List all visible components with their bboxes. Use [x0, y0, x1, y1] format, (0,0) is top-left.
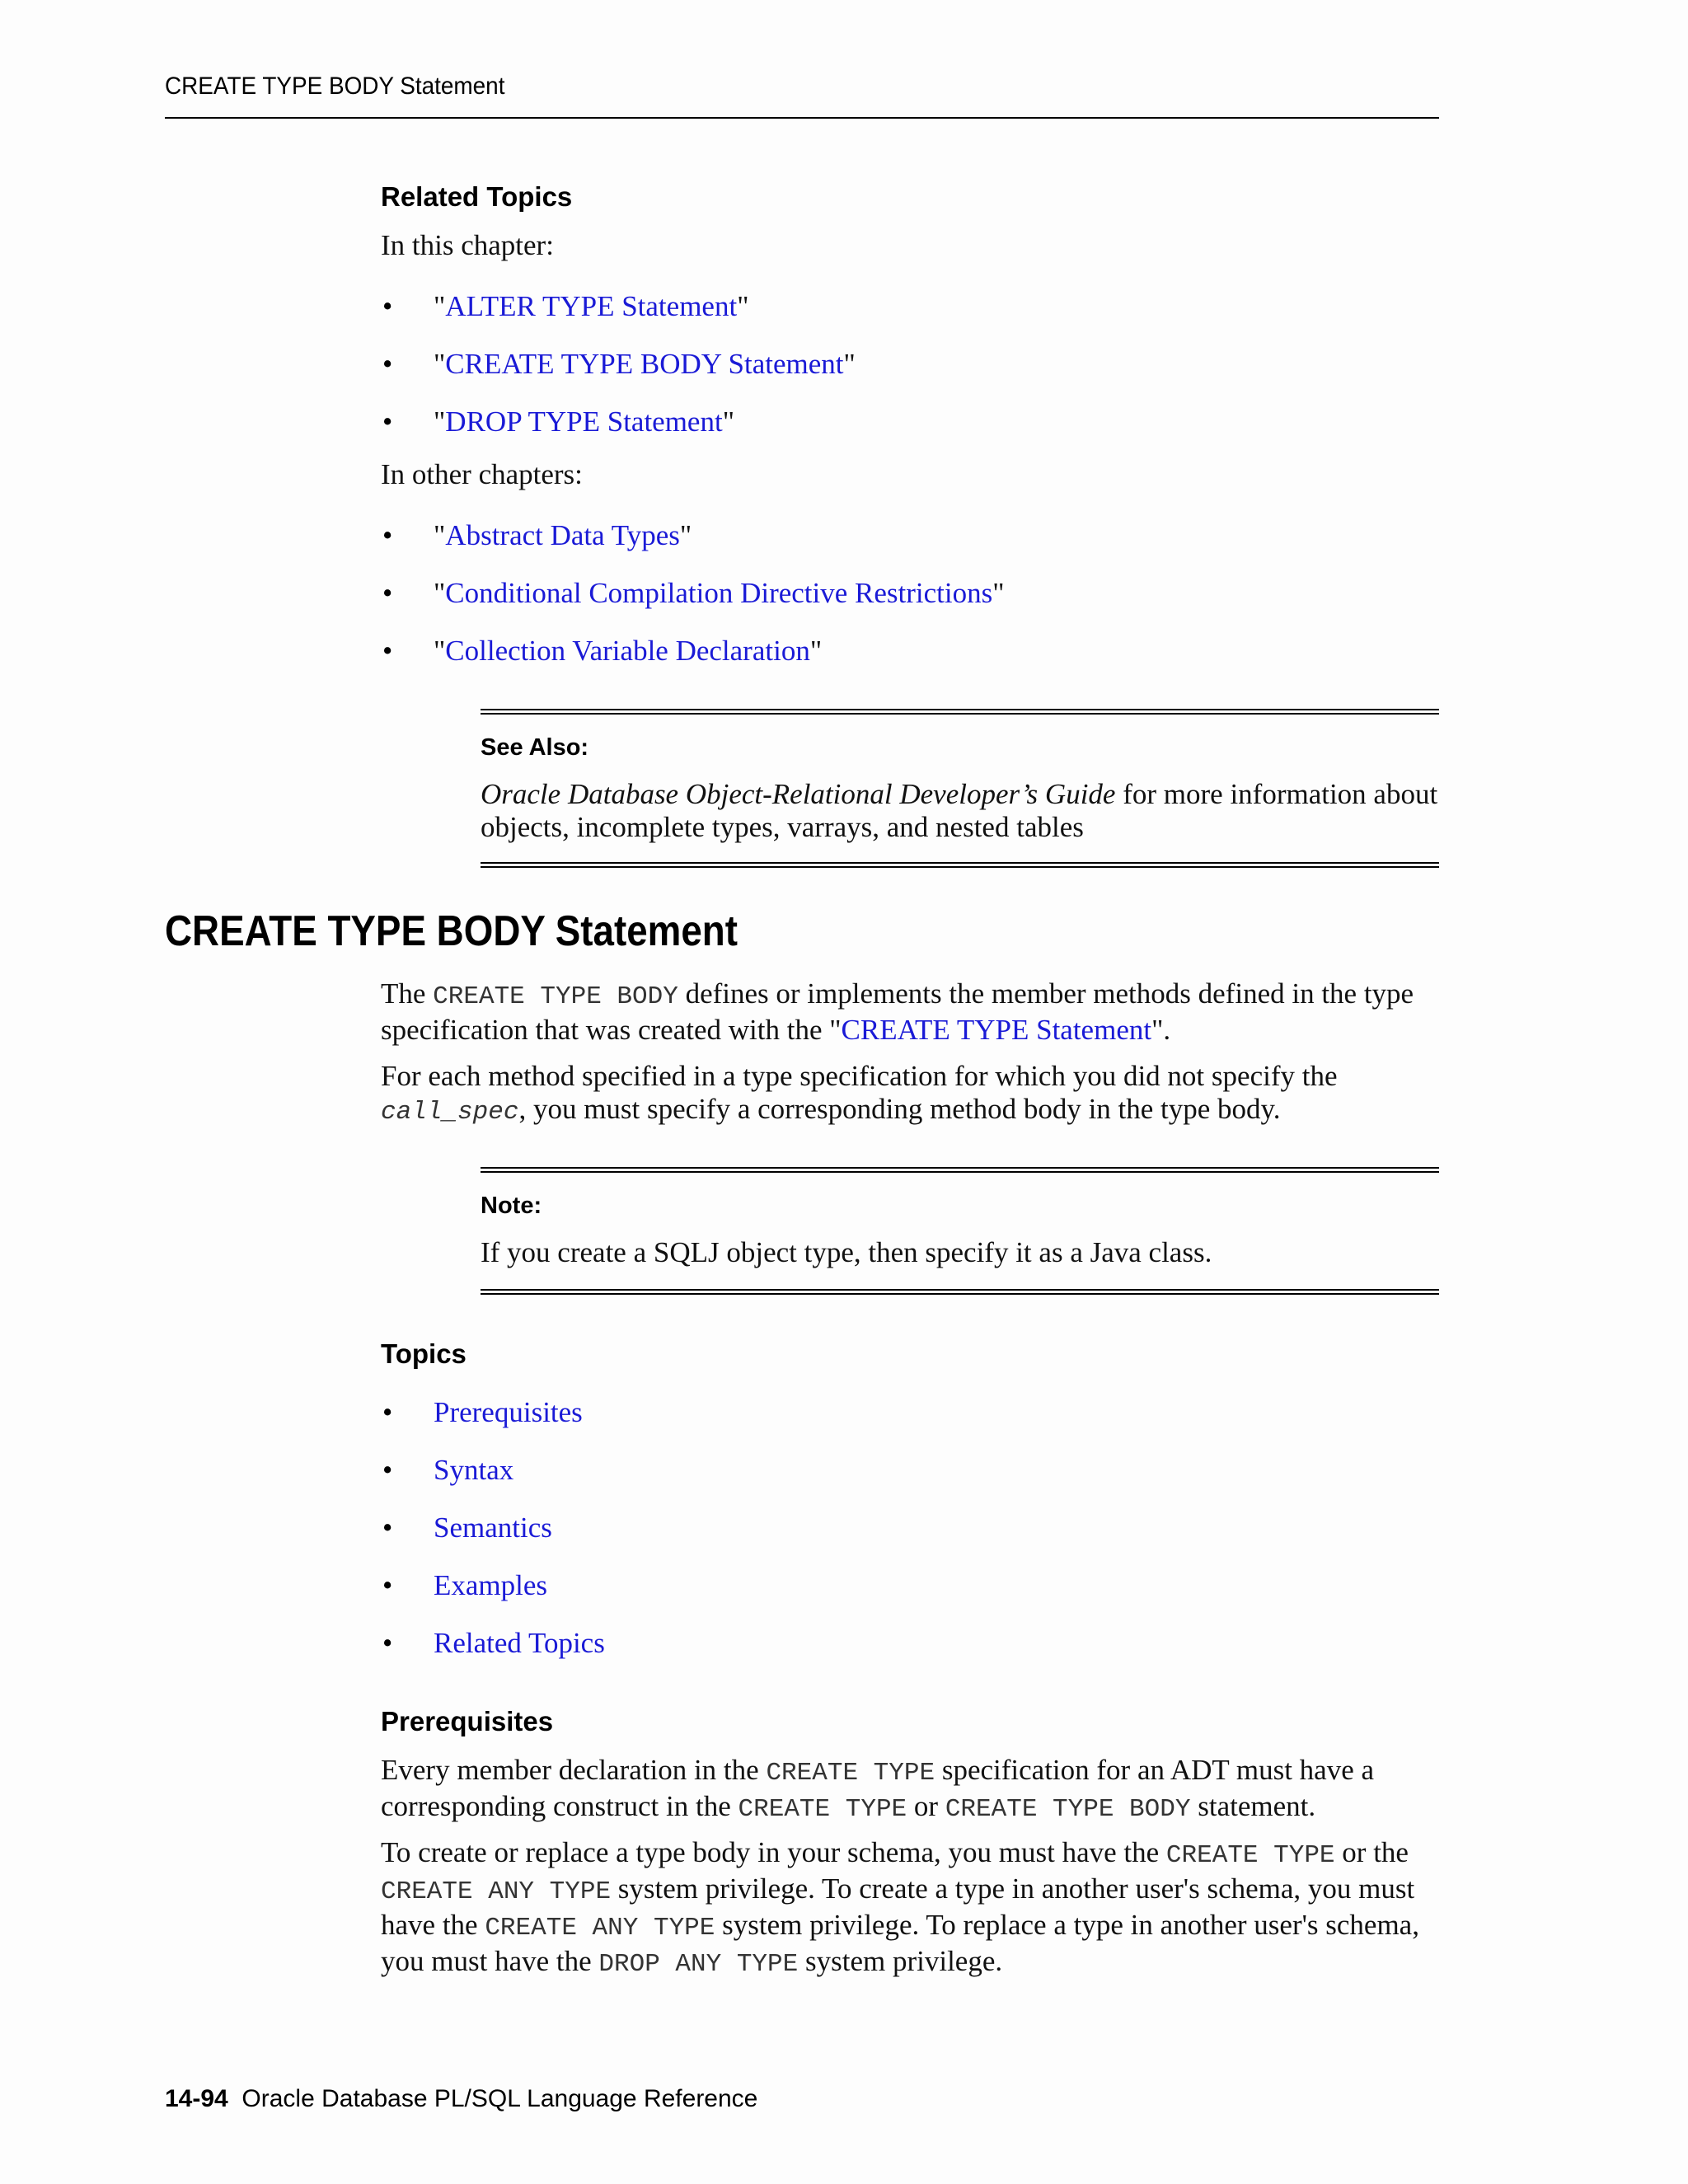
link-related-topics[interactable]: Related Topics — [434, 1627, 605, 1659]
book-title: Oracle Database PL/SQL Language Reference — [241, 2085, 758, 2112]
intro-paragraph: The CREATE TYPE BODY defines or implements the member methods defined in the type specification that was created with the "CREATE TYPE Statement". — [381, 977, 1414, 1046]
bullet-icon: • — [382, 519, 393, 551]
list-item — [381, 1627, 605, 1685]
list-item: • "Collection Variable Declaration" — [382, 635, 823, 667]
other-chapters-label: In other chapters: — [381, 458, 583, 490]
link-abstract-data-types[interactable]: Abstract Data Types — [445, 519, 680, 551]
list-item — [381, 1511, 605, 1569]
list-item — [381, 1569, 605, 1627]
list-item: • "Conditional Compilation Directive Restrictions" — [382, 577, 1005, 609]
bullet-icon: • — [382, 577, 393, 609]
list-item: • "Abstract Data Types" — [382, 519, 692, 551]
bullet-icon: • — [382, 1569, 393, 1601]
link-examples[interactable]: Examples — [434, 1569, 548, 1601]
prerequisites-paragraph-1: Every member declaration in the CREATE TYPE specification for an ADT must have a corresponding construct in the CREATE TYPE or CREATE TYPE BODY statement. — [381, 1754, 1375, 1824]
other-chapters-list — [381, 519, 1005, 692]
list-item: • "DROP TYPE Statement" — [382, 405, 734, 438]
see-also-text: Oracle Database Object-Relational Developer’s Guide for more information about objects, incomplete types, varrays, and nested tables — [481, 778, 1438, 843]
bullet-icon: • — [382, 1454, 393, 1486]
bullet-icon: • — [382, 348, 393, 380]
header-rule — [165, 117, 1439, 119]
bullet-icon: • — [382, 635, 393, 667]
link-syntax[interactable]: Syntax — [434, 1454, 514, 1486]
list-item — [381, 1454, 605, 1511]
list-item: • "CREATE TYPE BODY Statement" — [382, 348, 856, 380]
related-topics-heading: Related Topics — [381, 181, 573, 212]
box-top-rule — [481, 1167, 1439, 1173]
link-create-type-body[interactable]: CREATE TYPE BODY Statement — [445, 348, 844, 380]
link-collection-variable[interactable]: Collection Variable Declaration — [445, 635, 810, 667]
in-chapter-list — [381, 290, 856, 463]
see-also-book-title: Oracle Database Object-Relational Developer’s Guide — [481, 778, 1116, 810]
box-bottom-rule — [481, 1289, 1439, 1295]
see-also-box — [481, 709, 1439, 868]
list-item — [381, 1396, 605, 1454]
running-header: CREATE TYPE BODY Statement — [165, 73, 505, 100]
see-also-label: See Also: — [481, 734, 589, 761]
link-drop-type[interactable]: DROP TYPE Statement — [445, 405, 723, 438]
note-box — [481, 1167, 1439, 1295]
bullet-icon: • — [382, 1627, 393, 1659]
box-bottom-rule — [481, 862, 1439, 868]
note-label: Note: — [481, 1193, 542, 1219]
code-call-spec: call_spec — [381, 1098, 519, 1127]
bullet-icon: • — [382, 405, 393, 438]
bullet-icon: • — [382, 1511, 393, 1544]
link-prerequisites[interactable]: Prerequisites — [434, 1396, 583, 1428]
in-chapter-label: In this chapter: — [381, 229, 554, 261]
section-title: CREATE TYPE BODY Statement — [165, 907, 738, 955]
topics-heading: Topics — [381, 1338, 467, 1369]
prerequisites-paragraph-2: To create or replace a type body in your schema, you must have the CREATE TYPE or the CREATE ANY TYPE system privilege. To create a type in another user's schema, you must have the CREATE ANY TYPE system privilege. To replace a type in another user's schema, you must have the DROP ANY TYPE system privilege. — [381, 1836, 1419, 1979]
note-text: If you create a SQLJ object type, then specify it as a Java class. — [481, 1236, 1212, 1268]
box-top-rule — [481, 709, 1439, 715]
link-create-type[interactable]: CREATE TYPE Statement — [841, 1014, 1152, 1046]
link-semantics[interactable]: Semantics — [434, 1511, 552, 1544]
list-item: • "ALTER TYPE Statement" — [382, 290, 749, 322]
prerequisites-heading: Prerequisites — [381, 1706, 554, 1736]
topics-list — [381, 1396, 605, 1685]
link-conditional-compilation[interactable]: Conditional Compilation Directive Restrictions — [445, 577, 993, 609]
page-footer — [165, 2085, 757, 2113]
method-paragraph: For each method specified in a type specification for which you did not specify the call_spec, you must specify a corresponding method body in the type body. — [381, 1060, 1338, 1127]
bullet-icon: • — [382, 1396, 393, 1428]
page-number: 14-94 — [165, 2085, 228, 2112]
link-alter-type[interactable]: ALTER TYPE Statement — [445, 290, 738, 322]
code-create-type-body: CREATE TYPE BODY — [433, 982, 678, 1011]
bullet-icon: • — [382, 290, 393, 322]
